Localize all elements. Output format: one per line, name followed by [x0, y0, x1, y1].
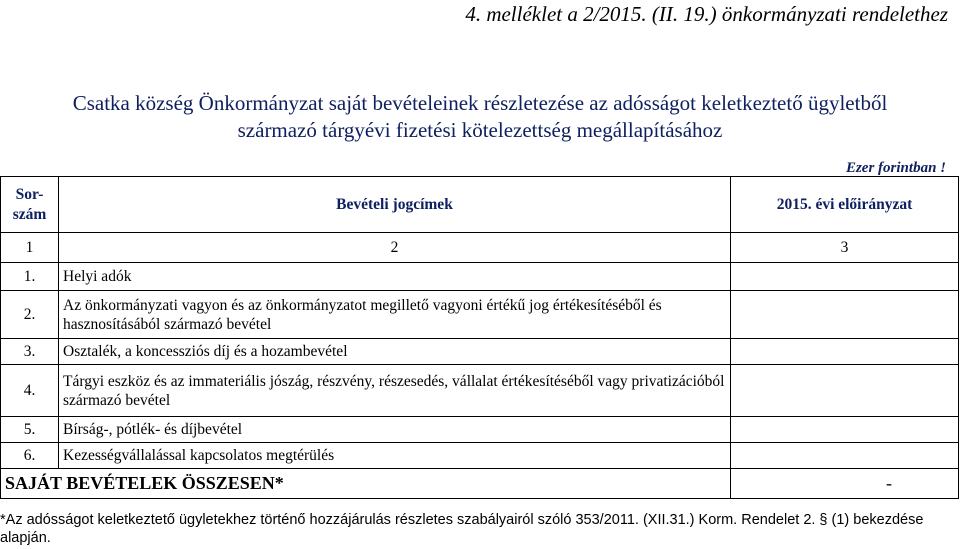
- row-value: [731, 443, 959, 469]
- row-value: [731, 417, 959, 443]
- row-value: [731, 365, 959, 417]
- unit-note: Ezer forintban !: [845, 160, 946, 176]
- column-number-3: 3: [731, 233, 959, 263]
- table-row: [1, 417, 959, 443]
- row-label: Bírság-, pótlék- és díjbevétel: [59, 417, 731, 443]
- title-line-1: Csatka község Önkormányzat saját bevételeinek részletezése az adósságot keletkeztető ügyletből: [72, 91, 888, 115]
- row-value: [731, 339, 959, 365]
- row-value: [731, 291, 959, 339]
- footnote: *Az adósságot keletkeztető ügyletekhez történő hozzájárulás részletes szabályairól szóló 353/2011. (XII.31.) Korm. Rendelet 2. § (1) bekezdése alapján.: [0, 512, 924, 546]
- row-value: [731, 263, 959, 291]
- total-label: SAJÁT BEVÉTELEK ÖSSZESEN*: [1, 469, 731, 499]
- header-sorszam-line1: Sor-: [15, 185, 44, 203]
- table-row: [1, 263, 959, 291]
- header-sorszam-line2: szám: [12, 205, 47, 223]
- table-row: [1, 291, 959, 339]
- row-number: 6.: [1, 443, 59, 469]
- header-row: [1, 177, 959, 233]
- total-row: [1, 469, 959, 499]
- column-number-2: 2: [59, 233, 731, 263]
- total-value: -: [731, 469, 959, 499]
- row-number: 5.: [1, 417, 59, 443]
- row-label: Kezességvállalással kapcsolatos megtérülés: [59, 443, 731, 469]
- header-sorszam: [1, 177, 59, 233]
- table-row: [1, 365, 959, 417]
- column-number-1: 1: [1, 233, 59, 263]
- row-label: Az önkormányzati vagyon és az önkormányzatot megillető vagyoni értékű jog értékesítéséből és hasznosításából származó bevétel: [59, 291, 731, 339]
- header-jogcimek: Bevételi jogcímek: [59, 177, 731, 233]
- table-row: [1, 339, 959, 365]
- document-title: [0, 90, 960, 144]
- row-label: Helyi adók: [59, 263, 731, 291]
- row-number: 2.: [1, 291, 59, 339]
- row-number: 3.: [1, 339, 59, 365]
- row-label: Osztalék, a koncessziós díj és a hozambevétel: [59, 339, 731, 365]
- row-number: 4.: [1, 365, 59, 417]
- row-label: Tárgyi eszköz és az immateriális jószág, részvény, részesedés, vállalat értékesítéséből vagy privatizációból származó bevétel: [59, 365, 731, 417]
- header-eloiranyzat: 2015. évi előirányzat: [731, 177, 959, 233]
- revenue-table: [0, 176, 959, 499]
- column-number-row: [1, 233, 959, 263]
- table-row: [1, 443, 959, 469]
- annex-reference: 4. melléklet a 2/2015. (II. 19.) önkormányzati rendelethez: [465, 2, 948, 26]
- row-number: 1.: [1, 263, 59, 291]
- title-line-2: származó tárgyévi fizetési kötelezettség megállapításához: [237, 118, 723, 142]
